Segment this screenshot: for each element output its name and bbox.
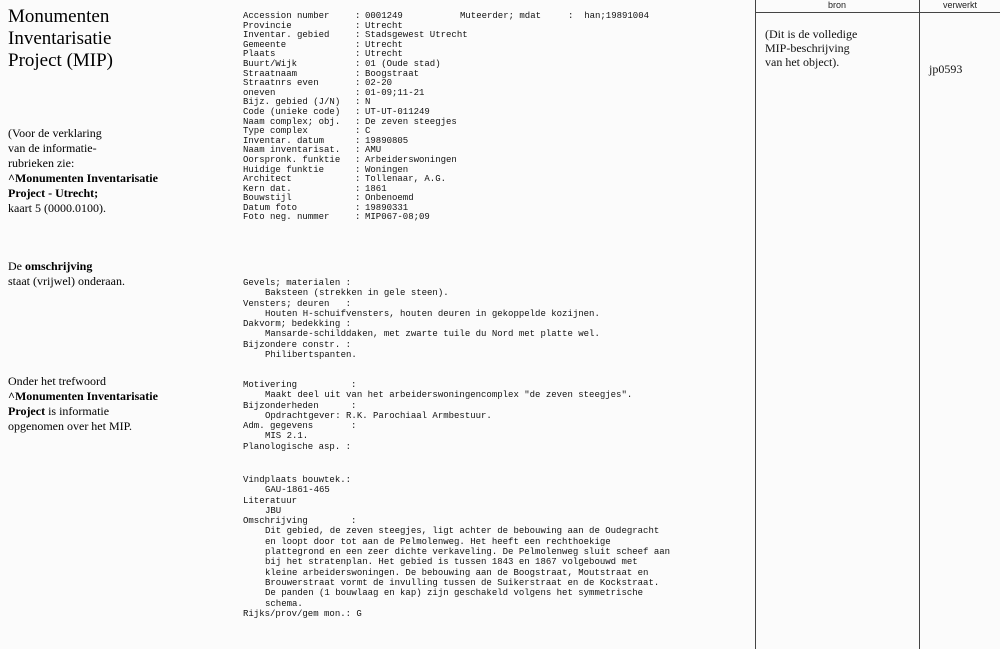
record-row: Straatnaam : Boogstraat — [243, 68, 420, 79]
note-line: (Voor de verklaring — [8, 126, 102, 140]
section-heading: Vindplaats bouwtek.: — [243, 475, 352, 485]
section-heading: Literatuur — [243, 495, 298, 506]
mutation-label: Muteerder; mdat — [460, 11, 542, 21]
record-row: Type complex : C — [243, 126, 371, 137]
record-row: Inventar. datum : 19890805 — [243, 135, 409, 146]
verwerkt-header: verwerkt — [942, 0, 977, 10]
record-row: Code (unieke code) : UT-UT-011249 — [243, 106, 430, 117]
field-value: Utrecht — [365, 49, 403, 60]
field-label: Buurt/Wijk — [243, 58, 298, 69]
field-value: MIP067-08;09 — [365, 212, 430, 223]
section-text: plattegrond en een zeer dichte verkaveling. De Pelmolenweg sluit scheef aan — [265, 547, 671, 558]
section-heading: Motivering : — [243, 380, 357, 390]
field-label: Naam inventarisat. — [243, 145, 341, 156]
building-sections — [243, 278, 600, 360]
section-heading: Bijzonderheden : — [243, 400, 357, 411]
field-label: Kern dat. — [243, 183, 292, 194]
section-text: Baksteen (strekken in gele steen). — [265, 288, 449, 299]
field-value: 19890331 — [365, 202, 409, 213]
section-text: Houten H-schuifvensters, houten deuren in gekoppelde kozijnen. — [265, 308, 600, 319]
section-text: De panden (1 bouwlaag en kap) zijn geschakeld volgens het symmetrische — [265, 588, 644, 599]
bron-line: (Dit is de volledige — [765, 27, 858, 41]
note-bold: omschrijving — [25, 259, 93, 273]
note-text: De — [8, 259, 25, 273]
note-bold: ^Monumenten Inventarisatie — [8, 389, 158, 403]
bron-header: bron — [827, 0, 846, 10]
mutation-value: han;19891004 — [584, 11, 650, 21]
field-label: oneven — [243, 87, 276, 98]
field-label: Inventar. gebied — [243, 30, 330, 41]
field-value: AMU — [365, 145, 382, 156]
field-value: Woningen — [365, 164, 409, 175]
record-row: Plaats : Utrecht — [243, 49, 403, 60]
note-line: van de informatie- — [8, 141, 97, 155]
record-row: Oorspronk. funktie : Arbeiderswoningen — [243, 154, 457, 165]
section-heading: Dakvorm; bedekking : — [243, 319, 352, 330]
note-text: is informatie — [45, 404, 110, 418]
note-bold: Project — [8, 404, 46, 418]
section-text: en loopt door tot aan de Pelmolenweg. Het heeft een rechthoekige — [265, 536, 611, 547]
section-text: GAU-1861-465 — [265, 485, 330, 496]
field-label: Oorspronk. funktie — [243, 154, 341, 165]
section-heading: Planologische asp. : — [243, 441, 352, 452]
section-text: JBU — [265, 505, 282, 516]
field-value: De zeven steegjes — [365, 116, 457, 127]
section-text: schema. — [265, 598, 303, 609]
bron-line: MIP-beschrijving — [765, 41, 850, 55]
reference-note — [8, 126, 158, 216]
source-panel — [755, 0, 1000, 649]
section-heading: Bijzondere constr. : — [243, 339, 352, 350]
note-bold: Project - Utrecht; — [8, 186, 99, 200]
record-row: Architect : Tollenaar, A.G. — [243, 174, 447, 185]
field-label: Foto neg. nummer — [243, 212, 330, 223]
note-line: rubrieken zie: — [8, 156, 75, 170]
motivation-sections — [243, 380, 632, 452]
field-value: 01-09;11-21 — [365, 87, 425, 98]
title-line: Project (MIP) — [8, 50, 114, 71]
section-heading: Rijks/prov/gem mon.: G — [243, 608, 362, 619]
field-value: 01 (Oude stad) — [365, 58, 441, 69]
section-heading: Gevels; materialen : — [243, 278, 352, 288]
record-row: Bouwstijl : Onbenoemd — [243, 193, 414, 204]
field-value: Arbeiderswoningen — [365, 154, 457, 165]
mutation-info: Muteerder; mdat : han;19891004 — [460, 11, 650, 21]
record-row: oneven : 01-09;11-21 — [243, 87, 425, 98]
section-heading: Adm. gegevens : — [243, 421, 357, 432]
field-label: Straatnaam — [243, 68, 298, 79]
field-value: Tollenaar, A.G. — [365, 174, 447, 185]
field-value: UT-UT-011249 — [365, 106, 430, 117]
description-note — [8, 259, 125, 289]
title-line: Monumenten — [8, 6, 110, 27]
field-label: Datum foto — [243, 202, 298, 213]
title-line: Inventarisatie — [8, 28, 112, 49]
keyword-note — [8, 374, 158, 434]
section-text: Brouwerstraat vormt de invulling tussen de Suikerstraat en de Kockstraat. — [265, 577, 660, 588]
field-value: 19890805 — [365, 135, 409, 146]
field-label: Bijz. gebied (J/N) — [243, 97, 341, 108]
record-row: Buurt/Wijk : 01 (Oude stad) — [243, 58, 441, 69]
section-text: Philibertspanten. — [265, 350, 357, 361]
field-label: Huidige funktie — [243, 164, 325, 175]
note-line: opgenomen over het MIP. — [8, 419, 132, 433]
note-line: staat (vrijwel) onderaan. — [8, 274, 125, 288]
field-value: Boogstraat — [365, 68, 420, 79]
section-text: MIS 2.1. — [265, 431, 309, 442]
record-row: Inventar. gebied : Stadsgewest Utrecht — [243, 30, 468, 41]
record-row: Naam inventarisat. : AMU — [243, 145, 382, 156]
field-value: Onbenoemd — [365, 193, 414, 204]
record-row: Foto neg. nummer : MIP067-08;09 — [243, 212, 430, 223]
record-row: Kern dat. : 1861 — [243, 183, 387, 194]
processed-code: jp0593 — [929, 62, 963, 76]
field-label: Naam complex; obj. — [243, 116, 341, 127]
bron-line: van het object). — [765, 55, 840, 69]
field-label: Plaats — [243, 49, 276, 60]
field-label: Straatnrs even — [243, 78, 319, 89]
record-fields — [243, 12, 468, 223]
field-value: Stadsgewest Utrecht — [365, 30, 468, 41]
section-text: kleine arbeiderswoningen. De bebouwing aan de Boogstraat, Moutstraat en — [265, 567, 649, 578]
field-value: C — [365, 126, 371, 137]
literature-sections — [243, 475, 670, 619]
section-text: Mansarde-schilddaken, met zwarte tuile du Nord met platte wel. — [265, 329, 600, 340]
record-row: Huidige funktie : Woningen — [243, 164, 409, 175]
field-value: 1861 — [365, 183, 387, 194]
field-value: Utrecht — [365, 39, 403, 50]
field-value: 0001249 — [365, 11, 403, 21]
record-row: Straatnrs even : 02-20 — [243, 78, 393, 89]
field-label: Code (unieke code) — [243, 106, 341, 117]
section-text: Opdrachtgever: R.K. Parochiaal Armbestuur. — [265, 410, 492, 421]
field-value: N — [365, 97, 371, 108]
record-row: Bijz. gebied (J/N) : N — [243, 97, 371, 108]
bron-note — [765, 27, 915, 69]
section-text: bij het stratenplan. Het gebied is tussen 1843 en 1867 volgebouwd met — [265, 557, 638, 568]
field-label: Type complex — [243, 126, 308, 137]
section-heading: Vensters; deuren : — [243, 298, 352, 309]
section-text: Dit gebied, de zeven steegjes, ligt achter de bebouwing aan de Oudegracht — [265, 526, 660, 537]
record-row: Naam complex; obj. : De zeven steegjes — [243, 116, 457, 127]
record-row: Gemeente : Utrecht — [243, 39, 403, 50]
field-label: Accession number — [243, 11, 330, 21]
field-value: Utrecht — [365, 20, 403, 31]
project-title — [8, 6, 113, 72]
field-value: 02-20 — [365, 78, 393, 89]
field-label: Gemeente — [243, 39, 287, 50]
note-line: Onder het trefwoord — [8, 374, 106, 388]
note-line: kaart 5 (0000.0100). — [8, 201, 106, 215]
record-row: Accession number : 0001249 — [243, 11, 403, 21]
field-label: Inventar. datum — [243, 135, 325, 146]
field-label: Provincie — [243, 20, 292, 31]
section-text: Maakt deel uit van het arbeiderswoningencomplex "de zeven steegjes". — [265, 390, 633, 401]
note-bold: ^Monumenten Inventarisatie — [8, 171, 158, 185]
record-row: Provincie : Utrecht — [243, 20, 403, 31]
field-label: Bouwstijl — [243, 193, 292, 204]
record-row: Datum foto : 19890331 — [243, 202, 409, 213]
header-rule — [755, 12, 1000, 13]
section-heading: Omschrijving : — [243, 516, 357, 527]
field-label: Architect — [243, 174, 292, 185]
